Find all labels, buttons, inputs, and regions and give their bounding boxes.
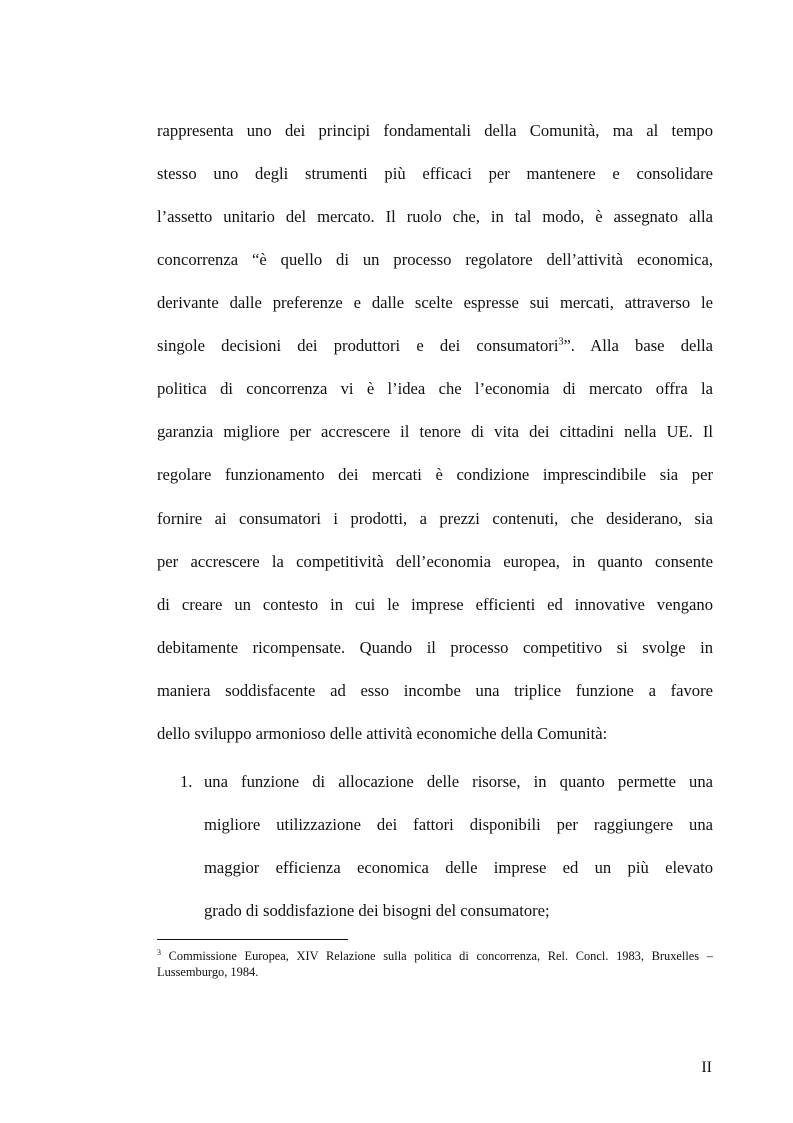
footnote-separator bbox=[157, 939, 348, 940]
list-item-line-3: maggior efficienza economica delle imprese ed un più elevato bbox=[204, 858, 713, 877]
page-number: II bbox=[701, 1059, 712, 1076]
list-item-line-2: migliore utilizzazione dei fattori disponibili per raggiungere una bbox=[204, 815, 713, 834]
body-line-6 bbox=[157, 336, 713, 356]
body-line-10: fornire ai consumatori i prodotti, a prezzi contenuti, che desiderano, sia bbox=[157, 509, 713, 528]
list-item-number: 1. bbox=[180, 772, 193, 791]
body-line-11: per accrescere la competitività dell’economia europea, in quanto consente bbox=[157, 552, 713, 571]
body-line-6-text-a: singole decisioni dei produttori e dei consumatori bbox=[157, 336, 559, 355]
footnote-line-1 bbox=[157, 948, 713, 964]
body-line-4: concorrenza “è quello di un processo regolatore dell’attività economica, bbox=[157, 250, 713, 269]
body-line-6-text-b: ”. Alla base della bbox=[563, 336, 713, 355]
body-line-8: garanzia migliore per accrescere il tenore di vita dei cittadini nella UE. Il bbox=[157, 422, 713, 441]
footnote-text-1: Commissione Europea, XIV Relazione sulla politica di concorrenza, Rel. Concl. 1983, Bruxelles – bbox=[161, 949, 713, 963]
body-line-13: debitamente ricompensate. Quando il processo competitivo si svolge in bbox=[157, 638, 713, 657]
footnote-marker: 3 bbox=[157, 947, 161, 957]
footnote-reference: 3 bbox=[558, 336, 564, 348]
body-line-7: politica di concorrenza vi è l’idea che l’economia di mercato offra la bbox=[157, 379, 713, 398]
footnote-line-2: Lussemburgo, 1984. bbox=[157, 965, 259, 979]
list-item-line-1: una funzione di allocazione delle risorse, in quanto permette una bbox=[204, 772, 713, 791]
body-line-5: derivante dalle preferenze e dalle scelte espresse sui mercati, attraverso le bbox=[157, 293, 713, 312]
body-line-2: stesso uno degli strumenti più efficaci per mantenere e consolidare bbox=[157, 164, 713, 183]
body-line-9: regolare funzionamento dei mercati è condizione imprescindibile sia per bbox=[157, 465, 713, 484]
body-line-12: di creare un contesto in cui le imprese efficienti ed innovative vengano bbox=[157, 595, 713, 614]
body-line-1: rappresenta uno dei principi fondamentali della Comunità, ma al tempo bbox=[157, 121, 713, 140]
body-line-15: dello sviluppo armonioso delle attività economiche della Comunità: bbox=[157, 724, 608, 743]
list-item-line-4: grado di soddisfazione dei bisogni del consumatore; bbox=[204, 901, 550, 920]
body-line-3: l’assetto unitario del mercato. Il ruolo che, in tal modo, è assegnato alla bbox=[157, 207, 713, 226]
body-line-14: maniera soddisfacente ad esso incombe una triplice funzione a favore bbox=[157, 681, 713, 700]
